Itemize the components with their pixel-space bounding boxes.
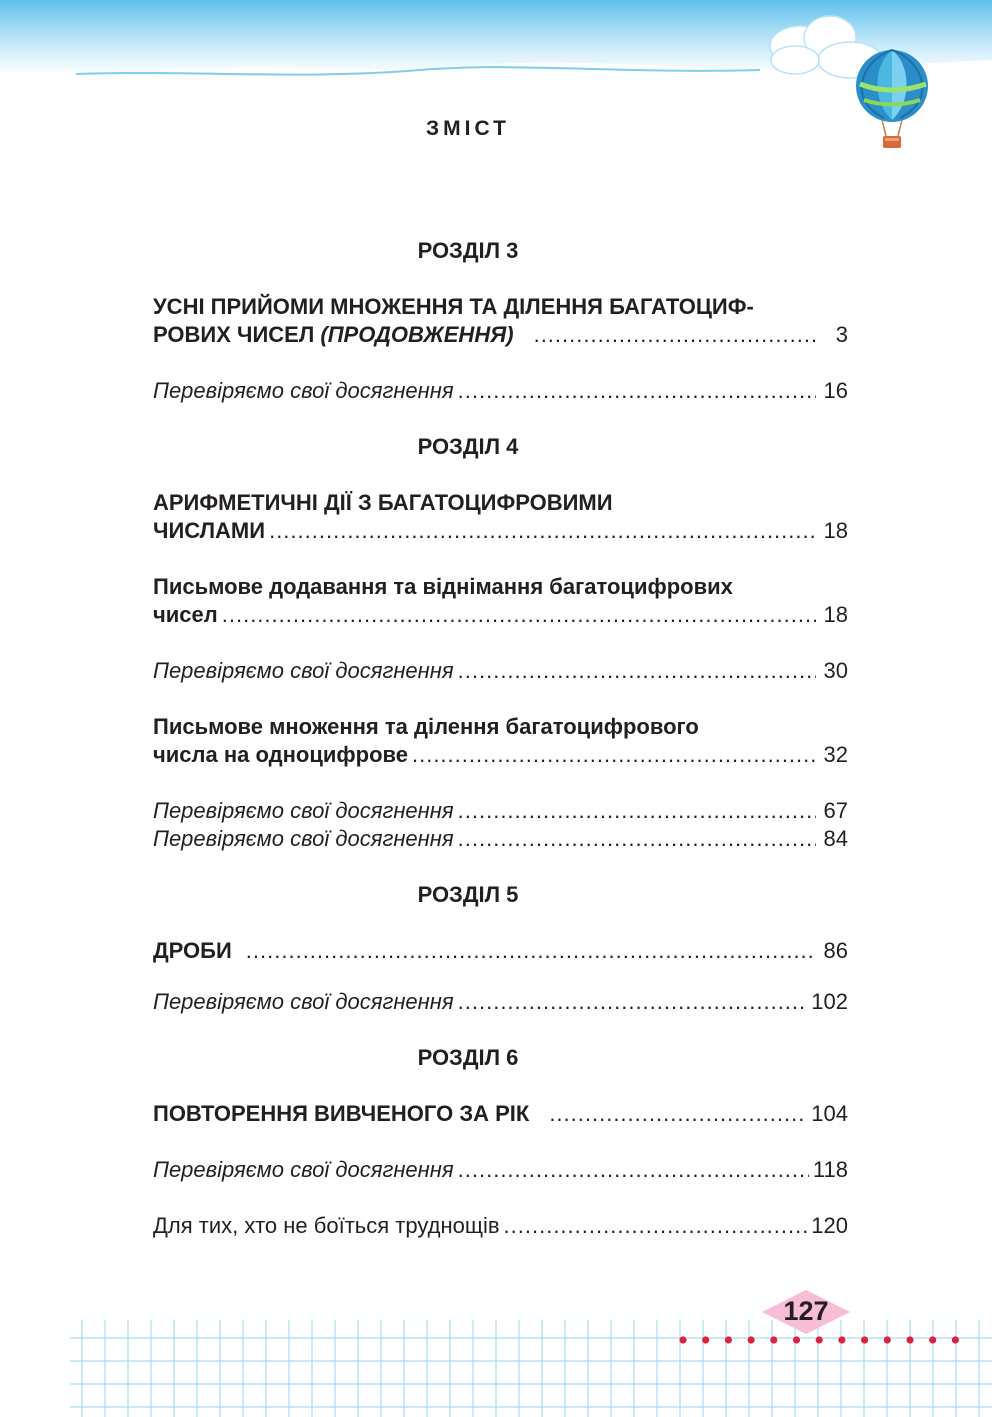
red-dot bbox=[884, 1336, 891, 1343]
red-dot bbox=[952, 1336, 959, 1343]
toc-page-number: 3 bbox=[835, 322, 848, 347]
toc-entry[interactable] bbox=[153, 657, 848, 685]
toc-entry[interactable] bbox=[153, 825, 848, 853]
red-dot bbox=[929, 1336, 936, 1343]
toc-entry[interactable] bbox=[153, 1100, 848, 1128]
toc-entry[interactable] bbox=[153, 1212, 848, 1240]
section-heading: РОЗДІЛ 5 bbox=[417, 882, 519, 907]
toc-page-number: 30 bbox=[823, 658, 848, 683]
toc-entry[interactable] bbox=[153, 517, 848, 545]
toc-leader-dots bbox=[458, 797, 816, 825]
toc-leader-dots bbox=[534, 321, 816, 349]
toc-entry-title-line: Письмове множення та ділення багатоцифрового bbox=[153, 714, 699, 739]
toc-entry-label: числа на одноцифрове bbox=[153, 742, 408, 767]
toc-entry[interactable] bbox=[153, 1156, 848, 1184]
toc-page-number: 118 bbox=[812, 1157, 848, 1182]
section-heading: РОЗДІЛ 6 bbox=[417, 1045, 519, 1070]
red-dot bbox=[725, 1336, 732, 1343]
toc-entry-label: ДРОБИ bbox=[153, 938, 232, 963]
toc-entry-title-line: УСНІ ПРИЙОМИ МНОЖЕННЯ ТА ДІЛЕННЯ БАГАТОЦИФ- bbox=[153, 294, 754, 319]
toc-page-number: 18 bbox=[823, 518, 848, 543]
toc-entry-title-line: АРИФМЕТИЧНІ ДІЇ З БАГАТОЦИФРОВИМИ bbox=[153, 490, 613, 515]
red-dot bbox=[770, 1336, 777, 1343]
toc-leader-dots bbox=[549, 1100, 807, 1128]
toc-leader-dots bbox=[504, 1212, 808, 1240]
toc-leader-dots bbox=[458, 657, 816, 685]
toc-page-number: 104 bbox=[811, 1101, 848, 1126]
toc-entry[interactable] bbox=[153, 741, 848, 769]
toc-leader-dots bbox=[458, 377, 816, 405]
toc-entry-label: РОВИХ ЧИСЕЛ (ПРОДОВЖЕННЯ) bbox=[153, 322, 514, 347]
red-dot bbox=[793, 1336, 800, 1343]
toc-entry-title-line: Письмове додавання та віднімання багатоцифрових bbox=[153, 574, 733, 599]
toc-leader-dots bbox=[458, 825, 816, 853]
red-dot bbox=[702, 1336, 709, 1343]
toc-entry-label: Перевіряємо свої досягнення bbox=[153, 378, 454, 403]
toc-entry-label: Перевіряємо свої досягнення bbox=[153, 989, 454, 1014]
toc-page-number: 120 bbox=[811, 1213, 848, 1238]
toc-entry-label: Перевіряємо свої досягнення bbox=[153, 826, 454, 851]
sky-header bbox=[0, 0, 992, 110]
toc-leader-dots bbox=[458, 1156, 809, 1184]
toc-leader-dots bbox=[412, 741, 816, 769]
page-number-badge bbox=[760, 1288, 852, 1336]
toc-page-number: 84 bbox=[823, 826, 848, 851]
toc-entry-label: чисел bbox=[153, 602, 218, 627]
toc-entry[interactable] bbox=[153, 377, 848, 405]
toc-entry[interactable] bbox=[153, 321, 848, 349]
decorative-red-dots bbox=[676, 1333, 966, 1347]
toc-entry[interactable] bbox=[153, 937, 848, 965]
toc-entry-label: Перевіряємо свої досягнення bbox=[153, 798, 454, 823]
toc-leader-dots bbox=[269, 517, 816, 545]
red-dot bbox=[748, 1336, 755, 1343]
red-dot bbox=[906, 1336, 913, 1343]
toc-entry[interactable] bbox=[153, 797, 848, 825]
page-title: ЗМІСТ bbox=[426, 117, 510, 140]
section-heading: РОЗДІЛ 4 bbox=[417, 434, 519, 459]
toc-entry-label: Перевіряємо свої досягнення bbox=[153, 658, 454, 683]
toc-page-number: 16 bbox=[823, 378, 848, 403]
toc-entry-label: Перевіряємо свої досягнення bbox=[153, 1157, 454, 1182]
toc-page-number: 32 bbox=[823, 742, 848, 767]
toc-leader-dots bbox=[222, 601, 816, 629]
red-dot bbox=[816, 1336, 823, 1343]
section-heading: РОЗДІЛ 3 bbox=[417, 238, 519, 263]
red-dot bbox=[679, 1336, 686, 1343]
red-dot bbox=[861, 1336, 868, 1343]
toc-leader-dots bbox=[246, 937, 816, 965]
toc-entry-label: ПОВТОРЕННЯ ВИВЧЕНОГО ЗА РІК bbox=[153, 1101, 530, 1126]
toc-page-number: 102 bbox=[811, 989, 848, 1014]
toc-entry[interactable] bbox=[153, 988, 848, 1016]
toc-entry-label: Для тих, хто не боїться труднощів bbox=[153, 1213, 500, 1238]
toc-page-number: 18 bbox=[823, 602, 848, 627]
toc-leader-dots bbox=[458, 988, 808, 1016]
toc-page-number: 86 bbox=[823, 938, 848, 963]
page-number: 127 bbox=[783, 1296, 829, 1326]
toc-entry[interactable] bbox=[153, 601, 848, 629]
red-dot bbox=[838, 1336, 845, 1343]
toc-page-number: 67 bbox=[823, 798, 848, 823]
toc-entry-label: ЧИСЛАМИ bbox=[153, 518, 266, 543]
